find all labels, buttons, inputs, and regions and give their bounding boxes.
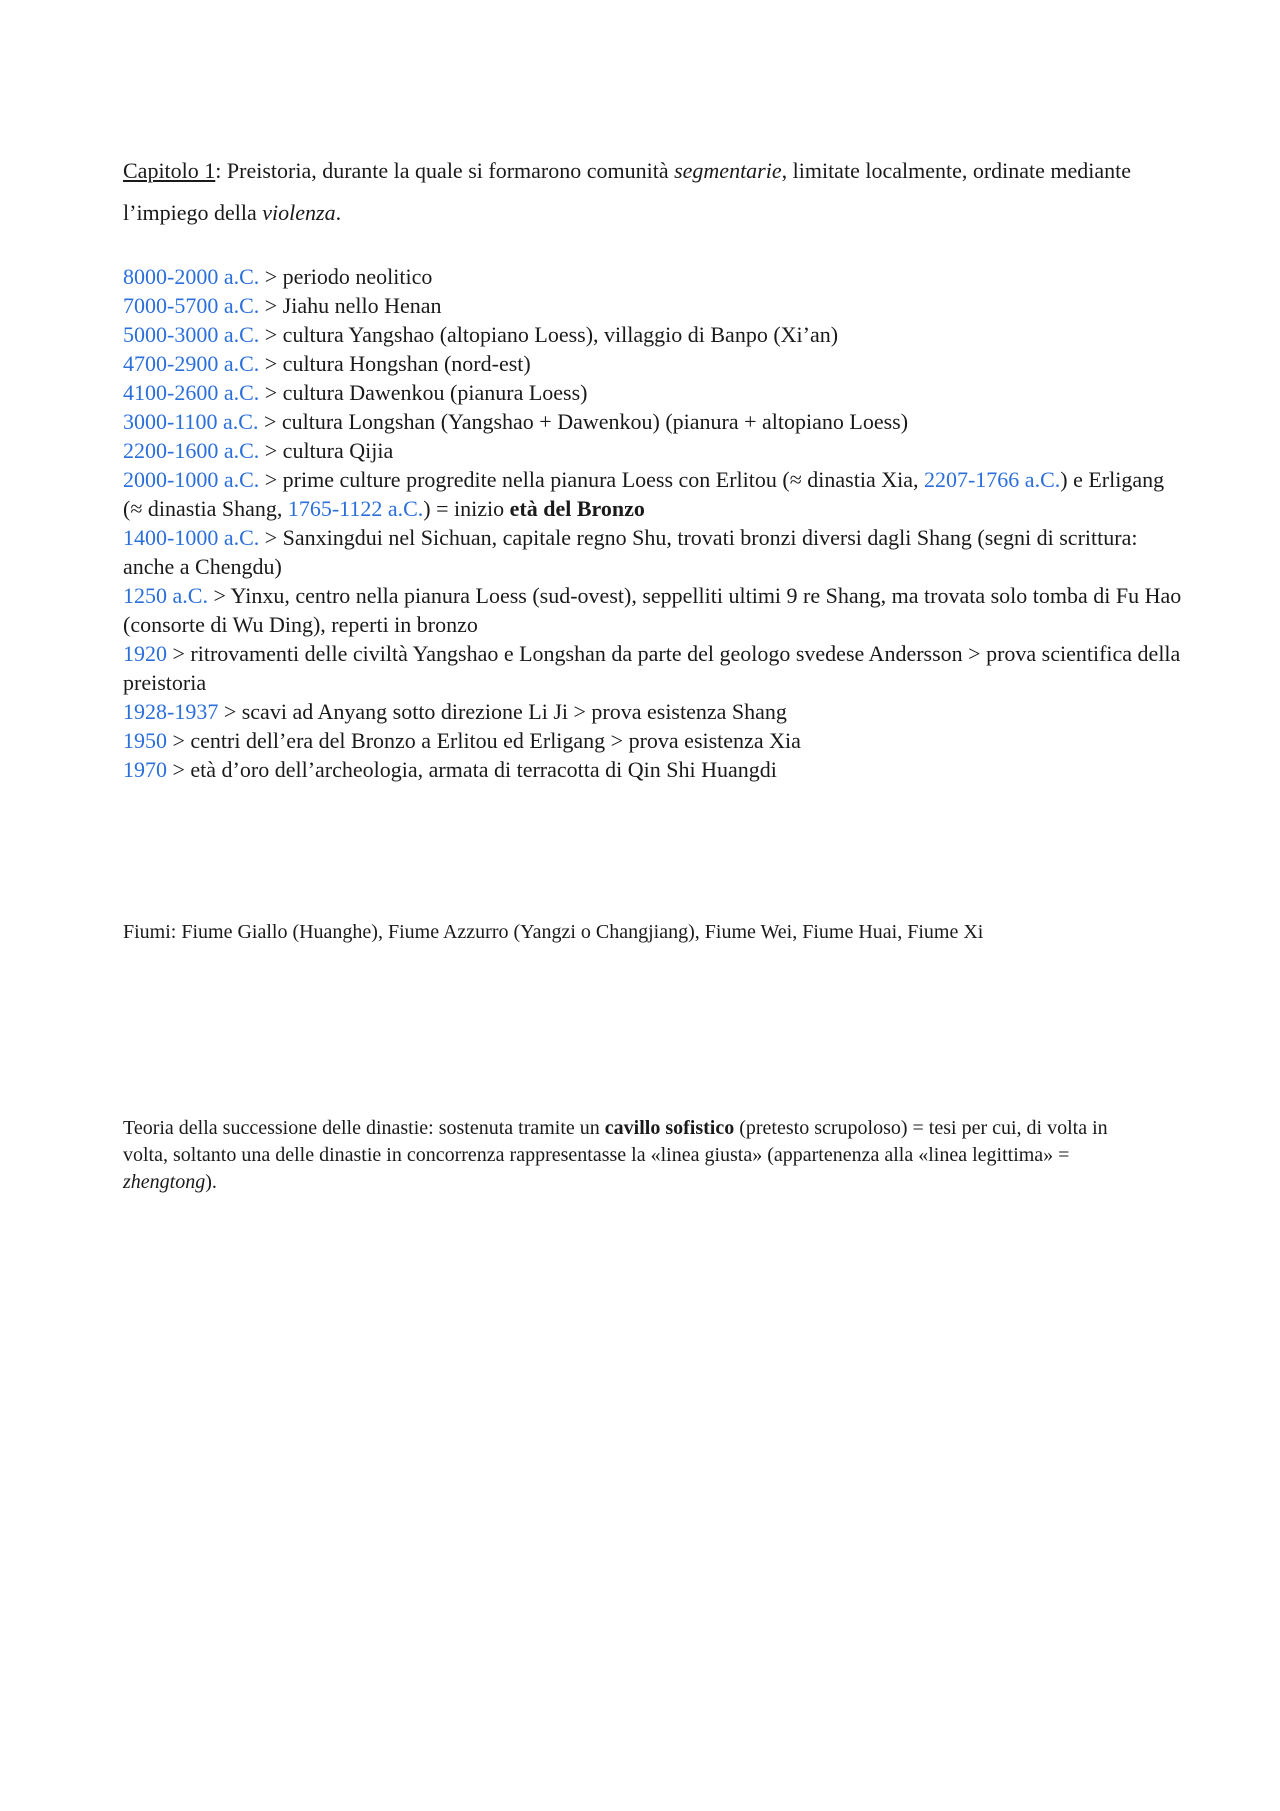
timeline-entry xyxy=(123,262,1183,291)
timeline-entry xyxy=(123,755,1183,784)
timeline-date: 1970 xyxy=(123,757,167,782)
timeline-entry xyxy=(123,378,1183,407)
timeline-date: 1920 xyxy=(123,641,167,666)
timeline-date: 8000-2000 a.C. xyxy=(123,264,260,289)
timeline-text: ) = inizio xyxy=(423,496,510,521)
timeline-text: > ritrovamenti delle civiltà Yangshao e Longshan da parte del geologo svedese Andersson > prova scientifica della preistoria xyxy=(123,641,1181,695)
intro-text: , limitate localmente, ordinate mediante l’impiego della xyxy=(123,158,1132,225)
timeline-entry xyxy=(123,407,1183,436)
timeline-text: ) e Erligang (≈ dinastia Shang, xyxy=(123,467,1165,521)
timeline-date: 2000-1000 a.C. xyxy=(123,467,260,492)
timeline-text: > periodo neolitico xyxy=(259,264,433,289)
timeline-entry xyxy=(123,639,1183,697)
chapter-heading: Capitolo 1 xyxy=(123,158,216,183)
timeline-entry xyxy=(123,465,1183,523)
timeline-date: 5000-3000 a.C. xyxy=(123,322,260,347)
timeline-text: > cultura Yangshao (altopiano Loess), villaggio di Banpo (Xi’an) xyxy=(259,322,839,347)
timeline-date: 3000-1100 a.C. xyxy=(123,409,259,434)
timeline-text: > prime culture progredite nella pianura Loess con Erlitou (≈ dinastia Xia, xyxy=(259,467,924,492)
theory-text: ). xyxy=(205,1171,217,1193)
timeline-date: 1400-1000 a.C. xyxy=(123,525,260,550)
timeline-bold-bronze-age: età del Bronzo xyxy=(509,496,645,521)
timeline-entry xyxy=(123,349,1183,378)
timeline-date: 1928-1937 xyxy=(123,699,219,724)
timeline-date: 7000-5700 a.C. xyxy=(123,293,260,318)
timeline-text: > centri dell’era del Bronzo a Erlitou ed Erligang > prova esistenza Xia xyxy=(167,728,801,753)
timeline-text: > cultura Qijia xyxy=(259,438,394,463)
timeline-entry xyxy=(123,523,1183,581)
timeline-entry xyxy=(123,436,1183,465)
intro-emphasis-violenza: violenza xyxy=(262,200,336,225)
timeline-date-shang: 1765-1122 a.C. xyxy=(287,496,424,521)
intro-emphasis-segmentarie: segmentarie xyxy=(674,158,782,183)
timeline-text: > Jiahu nello Henan xyxy=(259,293,442,318)
timeline-list xyxy=(123,262,1183,784)
timeline-date: 2200-1600 a.C. xyxy=(123,438,260,463)
timeline-entry xyxy=(123,581,1183,639)
timeline-text: > cultura Dawenkou (pianura Loess) xyxy=(259,380,588,405)
timeline-date: 1950 xyxy=(123,728,167,753)
theory-text: (pretesto scrupoloso) = tesi per cui, di volta in volta, soltanto una delle dinastie in concorrenza rappresentasse la «linea giusta» (appartenenza alla «linea legittima» = xyxy=(123,1117,1108,1166)
timeline-date: 1250 a.C. xyxy=(123,583,208,608)
intro-paragraph xyxy=(123,150,1183,234)
timeline-text: > Yinxu, centro nella pianura Loess (sud-ovest), seppelliti ultimi 9 re Shang, ma trovata solo tomba di Fu Hao (consorte di Wu Ding), reperti in bronzo xyxy=(123,583,1182,637)
theory-bold-term: cavillo sofistico xyxy=(604,1117,735,1139)
timeline-date: 4100-2600 a.C. xyxy=(123,380,260,405)
intro-text: . xyxy=(335,200,342,225)
intro-text: : Preistoria, durante la quale si formarono comunità xyxy=(215,158,675,183)
rivers-paragraph: Fiumi: Fiume Giallo (Huanghe), Fiume Azzurro (Yangzi o Changjiang), Fiume Wei, Fiume Huai, Fiume Xi xyxy=(123,921,984,943)
document-body xyxy=(123,150,1183,1193)
timeline-text: > età d’oro dell’archeologia, armata di terracotta di Qin Shi Huangdi xyxy=(167,757,777,782)
timeline-entry xyxy=(123,320,1183,349)
timeline-date-xia: 2207-1766 a.C. xyxy=(923,467,1061,492)
timeline-entry xyxy=(123,697,1183,726)
timeline-text: > cultura Longshan (Yangshao + Dawenkou) (pianura + altopiano Loess) xyxy=(258,409,909,434)
theory-paragraph xyxy=(123,1115,1143,1196)
theory-emphasis-zhengtong: zhengtong xyxy=(123,1171,206,1193)
timeline-text: > cultura Hongshan (nord-est) xyxy=(259,351,531,376)
timeline-text: > Sanxingdui nel Sichuan, capitale regno Shu, trovati bronzi diversi dagli Shang (segni di scrittura: anche a Chengdu) xyxy=(123,525,1138,579)
theory-text: Teoria della successione delle dinastie: sostenuta tramite un xyxy=(123,1117,605,1139)
timeline-entry xyxy=(123,291,1183,320)
timeline-date: 4700-2900 a.C. xyxy=(123,351,260,376)
timeline-text: > scavi ad Anyang sotto direzione Li Ji > prova esistenza Shang xyxy=(218,699,787,724)
timeline-entry xyxy=(123,726,1183,755)
